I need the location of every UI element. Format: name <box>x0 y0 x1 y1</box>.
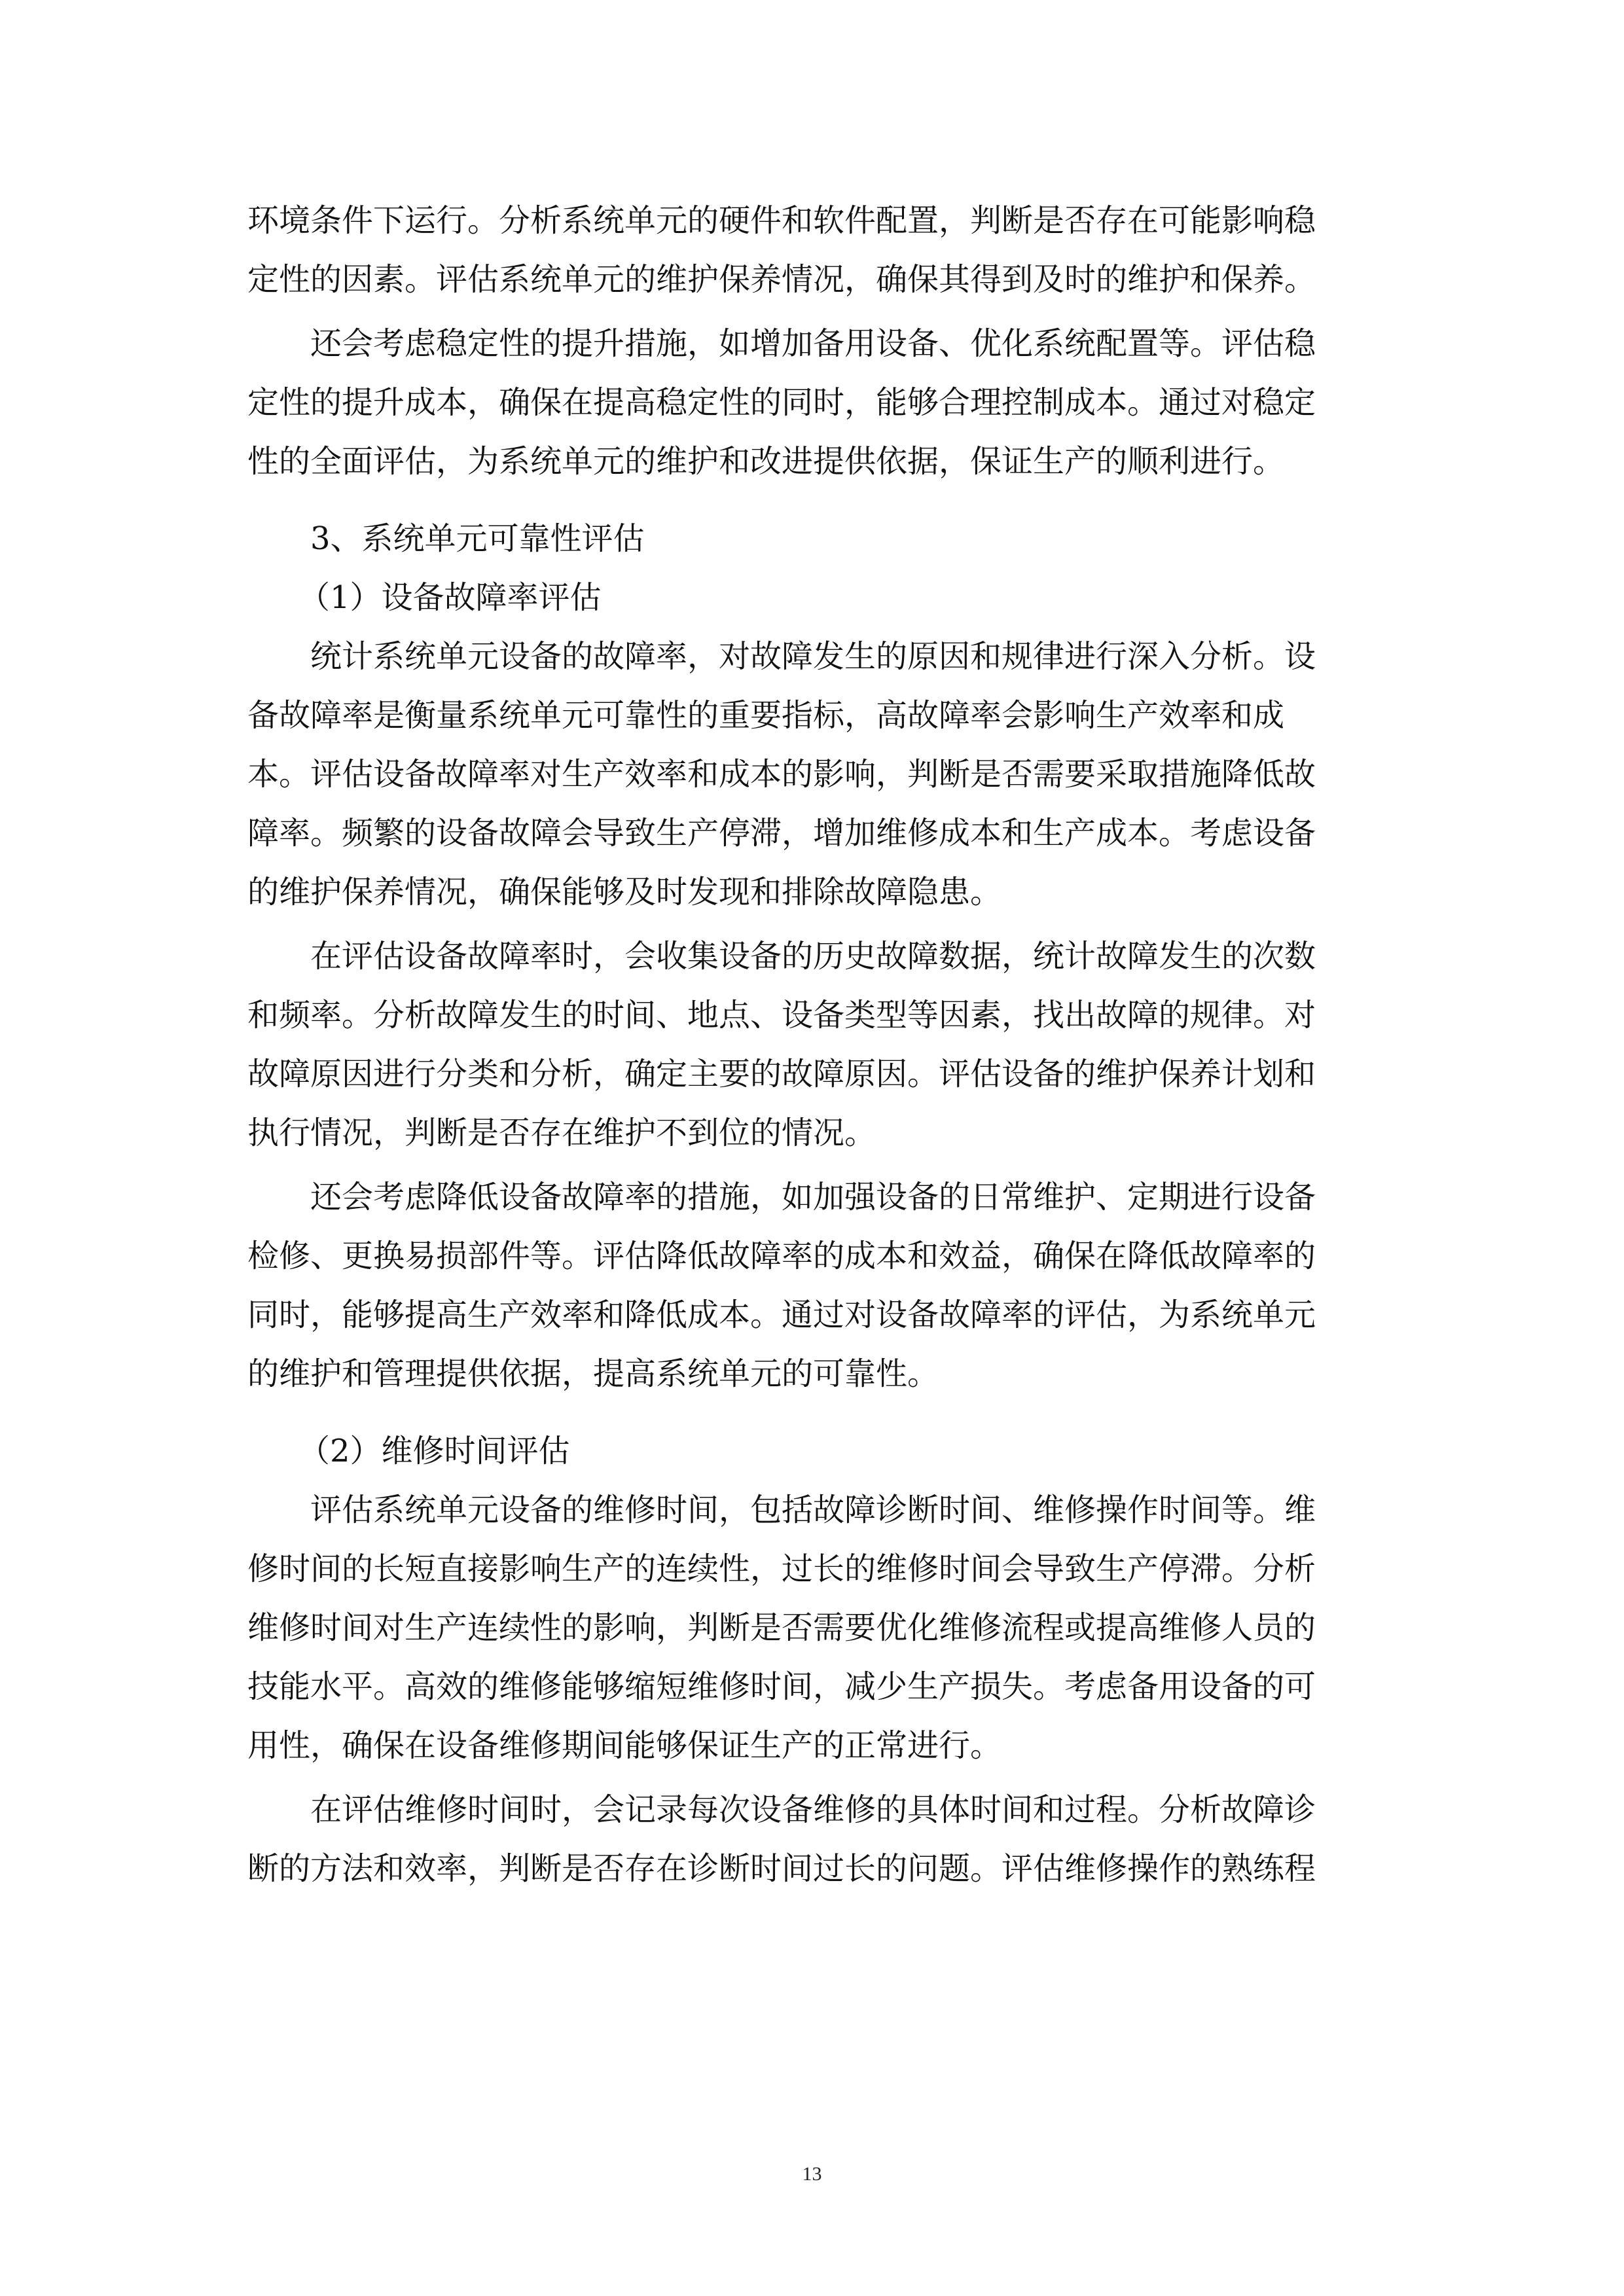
paragraph-line: 障率。频繁的设备故障会导致生产停滞，增加维修成本和生产成本。考虑设备 <box>247 815 1316 852</box>
paragraph-line: 同时，能够提高生产效率和降低成本。通过对设备故障率的评估，为系统单元 <box>247 1297 1316 1333</box>
paragraph-line: 在评估维修时间时，会记录每次设备维修的具体时间和过程。分析故障诊 <box>310 1791 1316 1828</box>
paragraph <box>247 314 1375 491</box>
paragraph-line: 还会考虑降低设备故障率的措施，如加强设备的日常维护、定期进行设备 <box>310 1179 1316 1215</box>
paragraph-line: 的维护和管理提供依据，提高系统单元的可靠性。 <box>247 1355 939 1392</box>
paragraph-line: 统计系统单元设备的故障率，对故障发生的原因和规律进行深入分析。设 <box>310 638 1316 675</box>
paragraph-line: 维修时间对生产连续性的影响，判断是否需要优化维修流程或提高维修人员的 <box>247 1609 1316 1646</box>
paragraph-line: 定性的提升成本，确保在提高稳定性的同时，能够合理控制成本。通过对稳定 <box>247 384 1316 421</box>
paragraph-line: 评估系统单元设备的维修时间，包括故障诊断时间、维修操作时间等。维 <box>310 1492 1316 1528</box>
paragraph-line: 故障原因进行分类和分析，确定主要的故障原因。评估设备的维护保养计划和 <box>247 1056 1316 1092</box>
paragraph <box>247 191 1375 309</box>
paragraph-line: 本。评估设备故障率对生产效率和成本的影响，判断是否需要采取措施降低故 <box>247 756 1316 793</box>
paragraph-line: 修时间的长短直接影响生产的连续性，过长的维修时间会导致生产停滞。分析 <box>247 1551 1316 1587</box>
paragraph-line: 技能水平。高效的维修能够缩短维修时间，减少生产损失。考虑备用设备的可 <box>247 1668 1316 1705</box>
paragraph <box>247 1168 1375 1403</box>
paragraph-line: 还会考虑稳定性的提升措施，如增加备用设备、优化系统配置等。评估稳 <box>310 325 1316 362</box>
paragraph <box>247 927 1375 1162</box>
paragraph <box>247 1780 1375 1898</box>
section-heading: 3、系统单元可靠性评估 <box>310 520 645 557</box>
paragraph-line: 用性，确保在设备维修期间能够保证生产的正常进行。 <box>247 1727 1002 1764</box>
paragraph-line: 环境条件下运行。分析系统单元的硬件和软件配置，判断是否存在可能影响稳 <box>247 202 1316 239</box>
paragraph-line: 检修、更换易损部件等。评估降低故障率的成本和效益，确保在降低故障率的 <box>247 1238 1316 1274</box>
subsection-heading: （1）设备故障率评估 <box>298 579 602 616</box>
paragraph <box>247 1480 1375 1775</box>
paragraph-line: 断的方法和效率，判断是否存在诊断时间过长的问题。评估维修操作的熟练程 <box>247 1850 1316 1887</box>
paragraph-line: 定性的因素。评估系统单元的维护保养情况，确保其得到及时的维护和保养。 <box>247 261 1316 298</box>
paragraph-line: 执行情况，判断是否存在维护不到位的情况。 <box>247 1115 876 1151</box>
paragraph-line: 的维护保养情况，确保能够及时发现和排除故障隐患。 <box>247 874 1002 910</box>
subsection-heading: （2）维修时间评估 <box>298 1433 570 1469</box>
page-number: 13 <box>802 2163 822 2185</box>
document-content <box>247 191 1375 1898</box>
paragraph-line: 性的全面评估，为系统单元的维护和改进提供依据，保证生产的顺利进行。 <box>247 443 1285 480</box>
paragraph-line: 和频率。分析故障发生的时间、地点、设备类型等因素，找出故障的规律。对 <box>247 997 1316 1033</box>
paragraph-line: 在评估设备故障率时，会收集设备的历史故障数据，统计故障发生的次数 <box>310 938 1316 975</box>
paragraph <box>247 627 1375 922</box>
paragraph-line: 备故障率是衡量系统单元可靠性的重要指标，高故障率会影响生产效率和成 <box>247 697 1285 734</box>
